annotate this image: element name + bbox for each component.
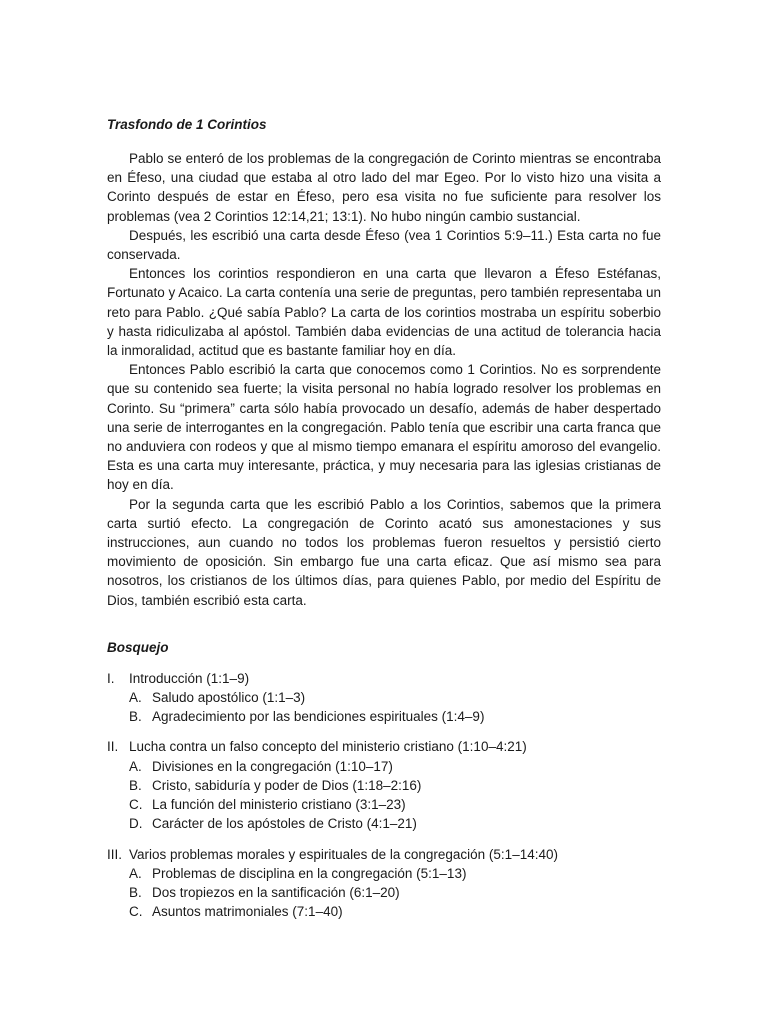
outline-item xyxy=(107,814,661,833)
outline-heading: Bosquejo xyxy=(107,639,169,655)
outline-item xyxy=(107,864,661,883)
outline-numeral: II. xyxy=(107,739,119,755)
outline-item-text: Saludo apostólico (1:1–3) xyxy=(152,690,306,706)
outline-item-text: Cristo, sabiduría y poder de Dios (1:18–2:16) xyxy=(152,777,422,793)
outline-item-text: Dos tropiezos en la santificación (6:1–20) xyxy=(152,884,400,900)
outline-item xyxy=(107,707,661,726)
outline-title: Introducción (1:1–9) xyxy=(129,670,250,686)
outline-item xyxy=(107,795,661,814)
outline-letter: A. xyxy=(129,690,142,706)
outline-item-text: Agradecimiento por las bendiciones espirituales (1:4–9) xyxy=(152,709,485,725)
outline-letter: B. xyxy=(129,777,142,793)
paragraph: Por la segunda carta que les escribió Pablo a los Corintios, sabemos que la primera carta surtió efecto. La congregación de Corinto acató sus amonestaciones y sus instrucciones, aun cuando no todos los problemas fueron resueltos y persistió cierto movimiento de oposición. Sin embargo fue una carta eficaz. Que así mismo sea para nosotros, los cristianos de los últimos días, para quienes Pablo, por medio del Espíritu de Dios, también escribió esta carta. xyxy=(107,496,661,608)
outline-title: Lucha contra un falso concepto del ministerio cristiano (1:10–4:21) xyxy=(129,739,527,755)
paragraph: Pablo se enteró de los problemas de la congregación de Corinto mientras se encontraba en Éfeso, una ciudad que estaba al otro lado del mar Egeo. Por lo visto hizo una visita a Corinto después de estar en Éfeso, pero esa visita no fue suficiente para resolver los problemas (vea 2 Corintios 12:14,21; 13:1). No hubo ningún cambio sustancial. xyxy=(107,151,661,224)
outline-item-text: La función del ministerio cristiano (3:1–23) xyxy=(152,797,406,813)
outline-title: Varios problemas morales y espirituales de la congregación (5:1–14:40) xyxy=(129,846,558,862)
outline-letter: A. xyxy=(129,865,142,881)
outline-list xyxy=(107,669,661,921)
outline-section xyxy=(107,845,661,922)
outline-numeral: III. xyxy=(107,846,123,862)
outline-letter: C. xyxy=(129,797,143,813)
outline-section xyxy=(107,669,661,727)
section-heading: Trasfondo de 1 Corintios xyxy=(107,117,267,132)
paragraph: Entonces los corintios respondieron en una carta que llevaron a Éfeso Estéfanas, Fortunato y Acaico. La carta contenía una serie de preguntas, pero también representaba un reto para Pablo. ¿Qué sabía Pablo? La carta de los corintios mostraba un espíritu soberbio y hasta ridiculizaba al apóstol. También daba evidencias de una actitud de tolerancia hacia la inmoralidad, actitud que es bastante familiar hoy en día. xyxy=(107,266,661,359)
outline-section xyxy=(107,737,661,833)
outline-letter: D. xyxy=(129,816,143,832)
outline-letter: C. xyxy=(129,904,143,920)
paragraph: Entonces Pablo escribió la carta que conocemos como 1 Corintios. No es sorprendente que su contenido sea fuerte; la visita personal no había logrado resolver los problemas en Corinto. Su “primera” carta sólo había provocado un desafío, además de haber despertado una serie de interrogantes en la congregación. Pablo tenía que escribir una carta franca que no anduviera con rodeos y que al mismo tiempo emanara el espíritu amoroso del evangelio. Esta es una carta muy interesante, práctica, y muy necesaria para las iglesias cristianas de hoy en día. xyxy=(107,362,661,493)
outline-letter: A. xyxy=(129,758,142,774)
outline-numeral: I. xyxy=(107,670,115,686)
outline-item xyxy=(107,757,661,776)
outline-item-text: Problemas de disciplina en la congregación (5:1–13) xyxy=(152,865,467,881)
outline-item xyxy=(107,688,661,707)
outline-item-text: Asuntos matrimoniales (7:1–40) xyxy=(152,904,343,920)
outline-item xyxy=(107,902,661,921)
outline-letter: B. xyxy=(129,884,142,900)
outline-item xyxy=(107,776,661,795)
outline-letter: B. xyxy=(129,709,142,725)
outline-item-text: Carácter de los apóstoles de Cristo (4:1–21) xyxy=(152,816,417,832)
paragraph: Después, les escribió una carta desde Éfeso (vea 1 Corintios 5:9–11.) Esta carta no fue conservada. xyxy=(107,227,661,263)
outline-item-text: Divisiones en la congregación (1:10–17) xyxy=(152,758,393,774)
outline-item xyxy=(107,883,661,902)
